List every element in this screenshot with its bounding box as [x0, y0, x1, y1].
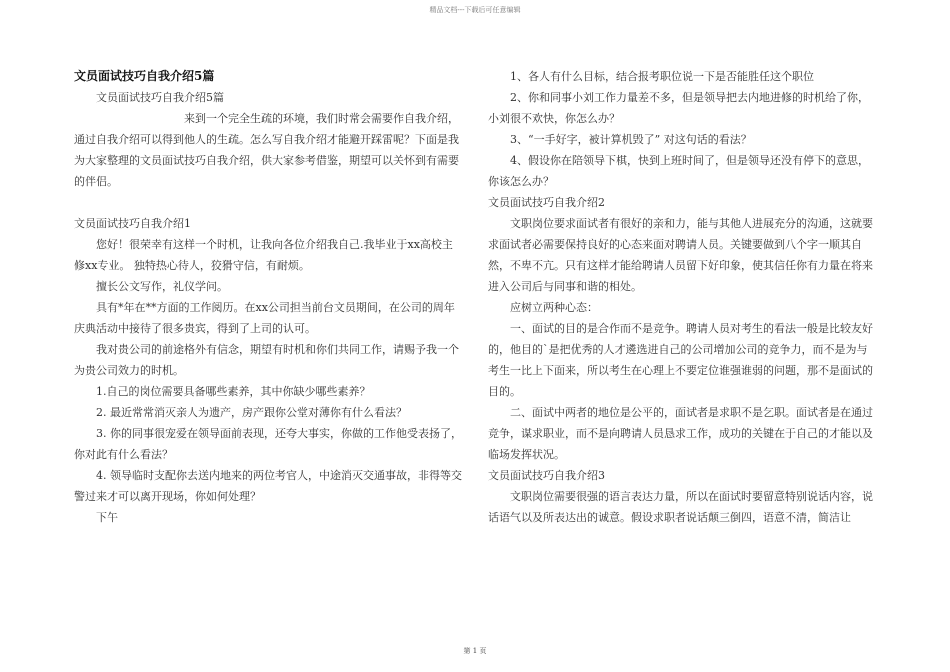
section3-paragraph-1: 文职岗位需要很强的语言表达力量，所以在面试时要留意特别说话内容，说话语气以及所表达出的诚意。假设求职者说话颠三倒四，语意不清，简洁让 — [488, 490, 873, 524]
section2-paragraph-4: 二、面试中两者的地位是公平的，面试者是求职不是乞职。面试者是在通过竞争，谋求职业，而不是向聘请人员恳求工作，成功的关键在于自己的才能以及临场发挥状况。 — [488, 406, 873, 461]
intro-paragraph: 来到一个完全生疏的环境，我们时常会需要作自我介绍，通过自我介绍可以得到他人的生疏。怎么写自我介绍才能避开踩雷呢？下面是我为大家整理的文员面试技巧自我介绍，供大家参考借鉴，期望可以关怀到有需要的伴侣。 — [74, 112, 459, 188]
question-4: 4. 领导临时支配你去送内地来的两位考官人，中途消灭交通事故，非得等交警过来才可以离开现场，你如何处理？ — [74, 469, 462, 503]
question-2: 2. 最近常常消灭亲人为遗产，房产跟你公堂对薄你有什么看法？ — [96, 406, 407, 419]
left-column — [74, 66, 462, 528]
document-subtitle: 文员面试技巧自我介绍5篇 — [96, 91, 224, 104]
section2-paragraph-1: 文职岗位要求面试者有很好的亲和力，能与其他人进展充分的沟通，这就要求面试者必需要保持良好的心态来面对聘请人员。关键要做到八个字一顺其自然，不卑不亢。只有这样才能给聘请人员留下好印象，使其信任你有力量在将来进入公司后与同事和谐的相处。 — [488, 217, 873, 293]
section1-paragraph-1: 您好！很荣幸有这样一个时机，让我向各位介绍我自己.我毕业于xx高校主修xx专业。 独特热心待人，狡猾守信，有耐烦。 — [74, 238, 453, 272]
section3-heading: 文员面试技巧自我介绍3 — [488, 469, 605, 482]
afternoon-question-2: 2、你和同事小刘工作力量差不多，但是领导把去内地进修的时机给了你，小刘很不欢快，你怎么办？ — [488, 91, 869, 125]
section1-paragraph-4: 我对贵公司的前途格外有信念，期望有时机和你们共同工作，请赐予我一个为贵公司效力的时机。 — [74, 343, 459, 377]
afternoon-label: 下午 — [96, 511, 118, 524]
page-header-watermark: 精品文档---下载后可任意编辑 — [429, 6, 521, 14]
section1-paragraph-2: 擅长公文写作，礼仪学问。 — [96, 280, 228, 293]
paragraph-gap — [74, 192, 462, 213]
afternoon-question-4: 4、假设你在陪领导下棋，快到上班时间了，但是领导还没有停下的意思，你该怎么办？ — [488, 154, 869, 188]
question-1: 1.自己的岗位需要具备哪些素养，其中你缺少哪些素养？ — [96, 385, 371, 398]
section1-paragraph-3: 具有*年在**方面的工作阅历。在xx公司担当前台文员期间，在公司的周年庆典活动中接待了很多贵宾，得到了上司的认可。 — [74, 301, 455, 335]
section2-paragraph-3: 一、面试的目的是合作而不是竞争。聘请人员对考生的看法一般是比较友好的，他目的`是把优秀的人才遴选进自己的公司增加公司的竞争力，而不是为与考生一比上下面来，所以考生在心理上不要定位谁强谁弱的问题，那不是面试的目的。 — [488, 322, 873, 398]
afternoon-question-1: 1、各人有什么目标，结合报考职位说一下是否能胜任这个职位 — [510, 70, 814, 83]
page-number: 第 1 页 — [463, 647, 487, 655]
section2-heading: 文员面试技巧自我介绍2 — [488, 196, 605, 209]
document-title: 文员面试技巧自我介绍5篇 — [74, 69, 215, 83]
right-column — [488, 66, 876, 528]
section1-heading: 文员面试技巧自我介绍1 — [74, 217, 191, 230]
question-3: 3. 你的同事很宠爱在领导面前表现，还夸大事实，你做的工作他受表扬了，你对此有什么看法？ — [74, 427, 462, 461]
afternoon-question-3: 3、“一手好字，被计算机毁了” 对这句话的看法？ — [510, 133, 752, 146]
section2-paragraph-2: 应树立两种心态： — [510, 301, 598, 314]
